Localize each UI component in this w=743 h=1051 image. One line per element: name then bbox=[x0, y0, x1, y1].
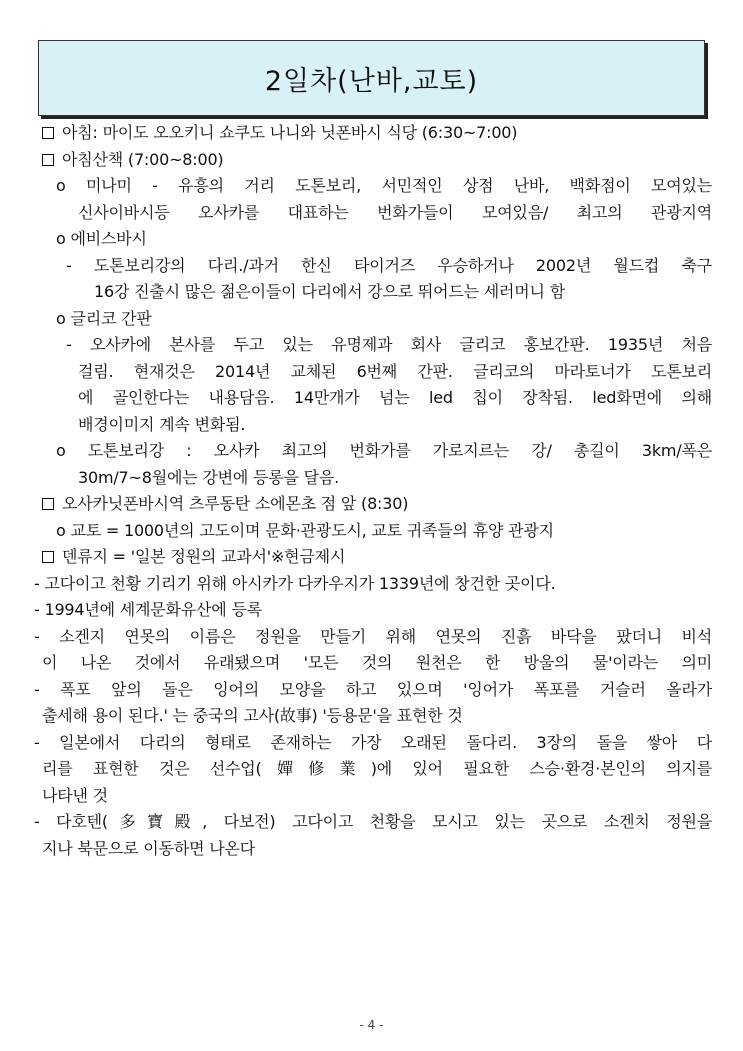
continuation-line: 에 골인한다는 내용담음. 14만개가 넘는 led 칩이 장착됨. led화면에 의해 bbox=[78, 388, 712, 407]
dash-item: - 도톤보리강의 다리./과거 한신 타이거즈 우승하거나 2002년 월드컵 축구 bbox=[66, 255, 712, 275]
continuation-line: 신사이바시등 오사카를 대표하는 번화가들이 모여있음/ 최고의 관광지역 bbox=[78, 202, 712, 222]
checkbox-item: 아침산책 (7:00~8:00) bbox=[34, 147, 712, 174]
checkbox-item: 아침: 마이도 오오키니 쇼쿠도 나니와 닛폰바시 식당 (6:30~7:00) bbox=[34, 120, 712, 147]
day-title-box bbox=[38, 40, 705, 116]
dash-item: - 고다이고 천황 기리기 위해 아시카가 다카우지가 1339년에 창건한 곳이다. bbox=[34, 573, 556, 593]
continuation-line: 이 나온 것에서 유래됐으며 '모든 것의 원천은 한 방울의 물'이라는 의미 bbox=[42, 653, 712, 672]
continuation-line: 16강 진출시 많은 젊은이들이 다리에서 강으로 뛰어드는 세러머니 함 bbox=[94, 282, 565, 301]
bullet-item: o 에비스바시 bbox=[56, 229, 147, 248]
continuation-line: 걸림. 현재것은 2014년 교체된 6번째 간판. 글리코의 마라토너가 도톤보리 bbox=[78, 361, 712, 381]
checkbox-icon bbox=[42, 154, 54, 166]
bullet-item: o 교토 = 1000년의 고도이며 문화·관광도시, 교토 귀족들의 휴양 관광지 bbox=[56, 520, 554, 540]
checkbox-icon bbox=[42, 498, 54, 510]
bullet-item: o 미나미 - 유흥의 거리 도톤보리, 서민적인 상점 난바, 백화점이 모여있는 bbox=[56, 176, 712, 195]
continuation-line: 리를 표현한 것은 선수업(嬋修業)에 있어 필요한 스승·환경·본인의 의지를 bbox=[42, 759, 712, 778]
page-number: - 4 - bbox=[359, 1018, 384, 1032]
dash-item: - 소겐지 연못의 이름은 정원을 만들기 위해 연못의 진흙 바닥을 팠더니 비석 bbox=[34, 626, 712, 646]
day-title: 2일차(난바,교토) bbox=[264, 65, 479, 97]
checkbox-icon bbox=[42, 127, 54, 139]
bullet-item: o 도톤보리강 : 오사카 최고의 번화가를 가로지르는 강/ 총길이 3km/폭은 bbox=[56, 441, 712, 460]
continuation-line: 지나 북문으로 이동하면 나온다 bbox=[42, 838, 255, 858]
continuation-line: 30m/7~8월에는 강변에 등롱을 달음. bbox=[78, 467, 340, 487]
dash-item: - 오사카에 본사를 두고 있는 유명제과 회사 글리코 홍보간판. 1935년 처음 bbox=[66, 335, 712, 354]
dash-item: - 1994년에 세계문화유산에 등록 bbox=[34, 600, 262, 619]
checkbox-item: 덴류지 = '일본 정원의 교과서'※현금제시 bbox=[34, 544, 712, 571]
dash-item: - 폭포 앞의 돌은 잉어의 모양을 하고 있으며 '잉어가 폭포를 거슬러 올라가 bbox=[34, 679, 712, 699]
continuation-line: 배경이미지 계속 변화됨. bbox=[78, 414, 246, 434]
itinerary-body bbox=[34, 120, 712, 862]
bullet-item: o 글리코 간판 bbox=[56, 308, 152, 328]
checkbox-item: 오사카닛폰바시역 츠루동탄 소에몬초 점 앞 (8:30) bbox=[34, 491, 712, 518]
dash-item: - 다호텐(多寶殿, 다보전) 고다이고 천황을 모시고 있는 곳으로 소겐치 정원을 bbox=[34, 812, 712, 831]
dash-item: - 일본에서 다리의 형태로 존재하는 가장 오래된 돌다리. 3장의 돌을 쌓아 다 bbox=[34, 732, 712, 752]
continuation-line: 나타낸 것 bbox=[42, 785, 108, 805]
continuation-line: 출세해 용이 된다.' 는 중국의 고사(故事) '등용문'을 표현한 것 bbox=[42, 706, 463, 725]
checkbox-icon bbox=[42, 551, 54, 563]
